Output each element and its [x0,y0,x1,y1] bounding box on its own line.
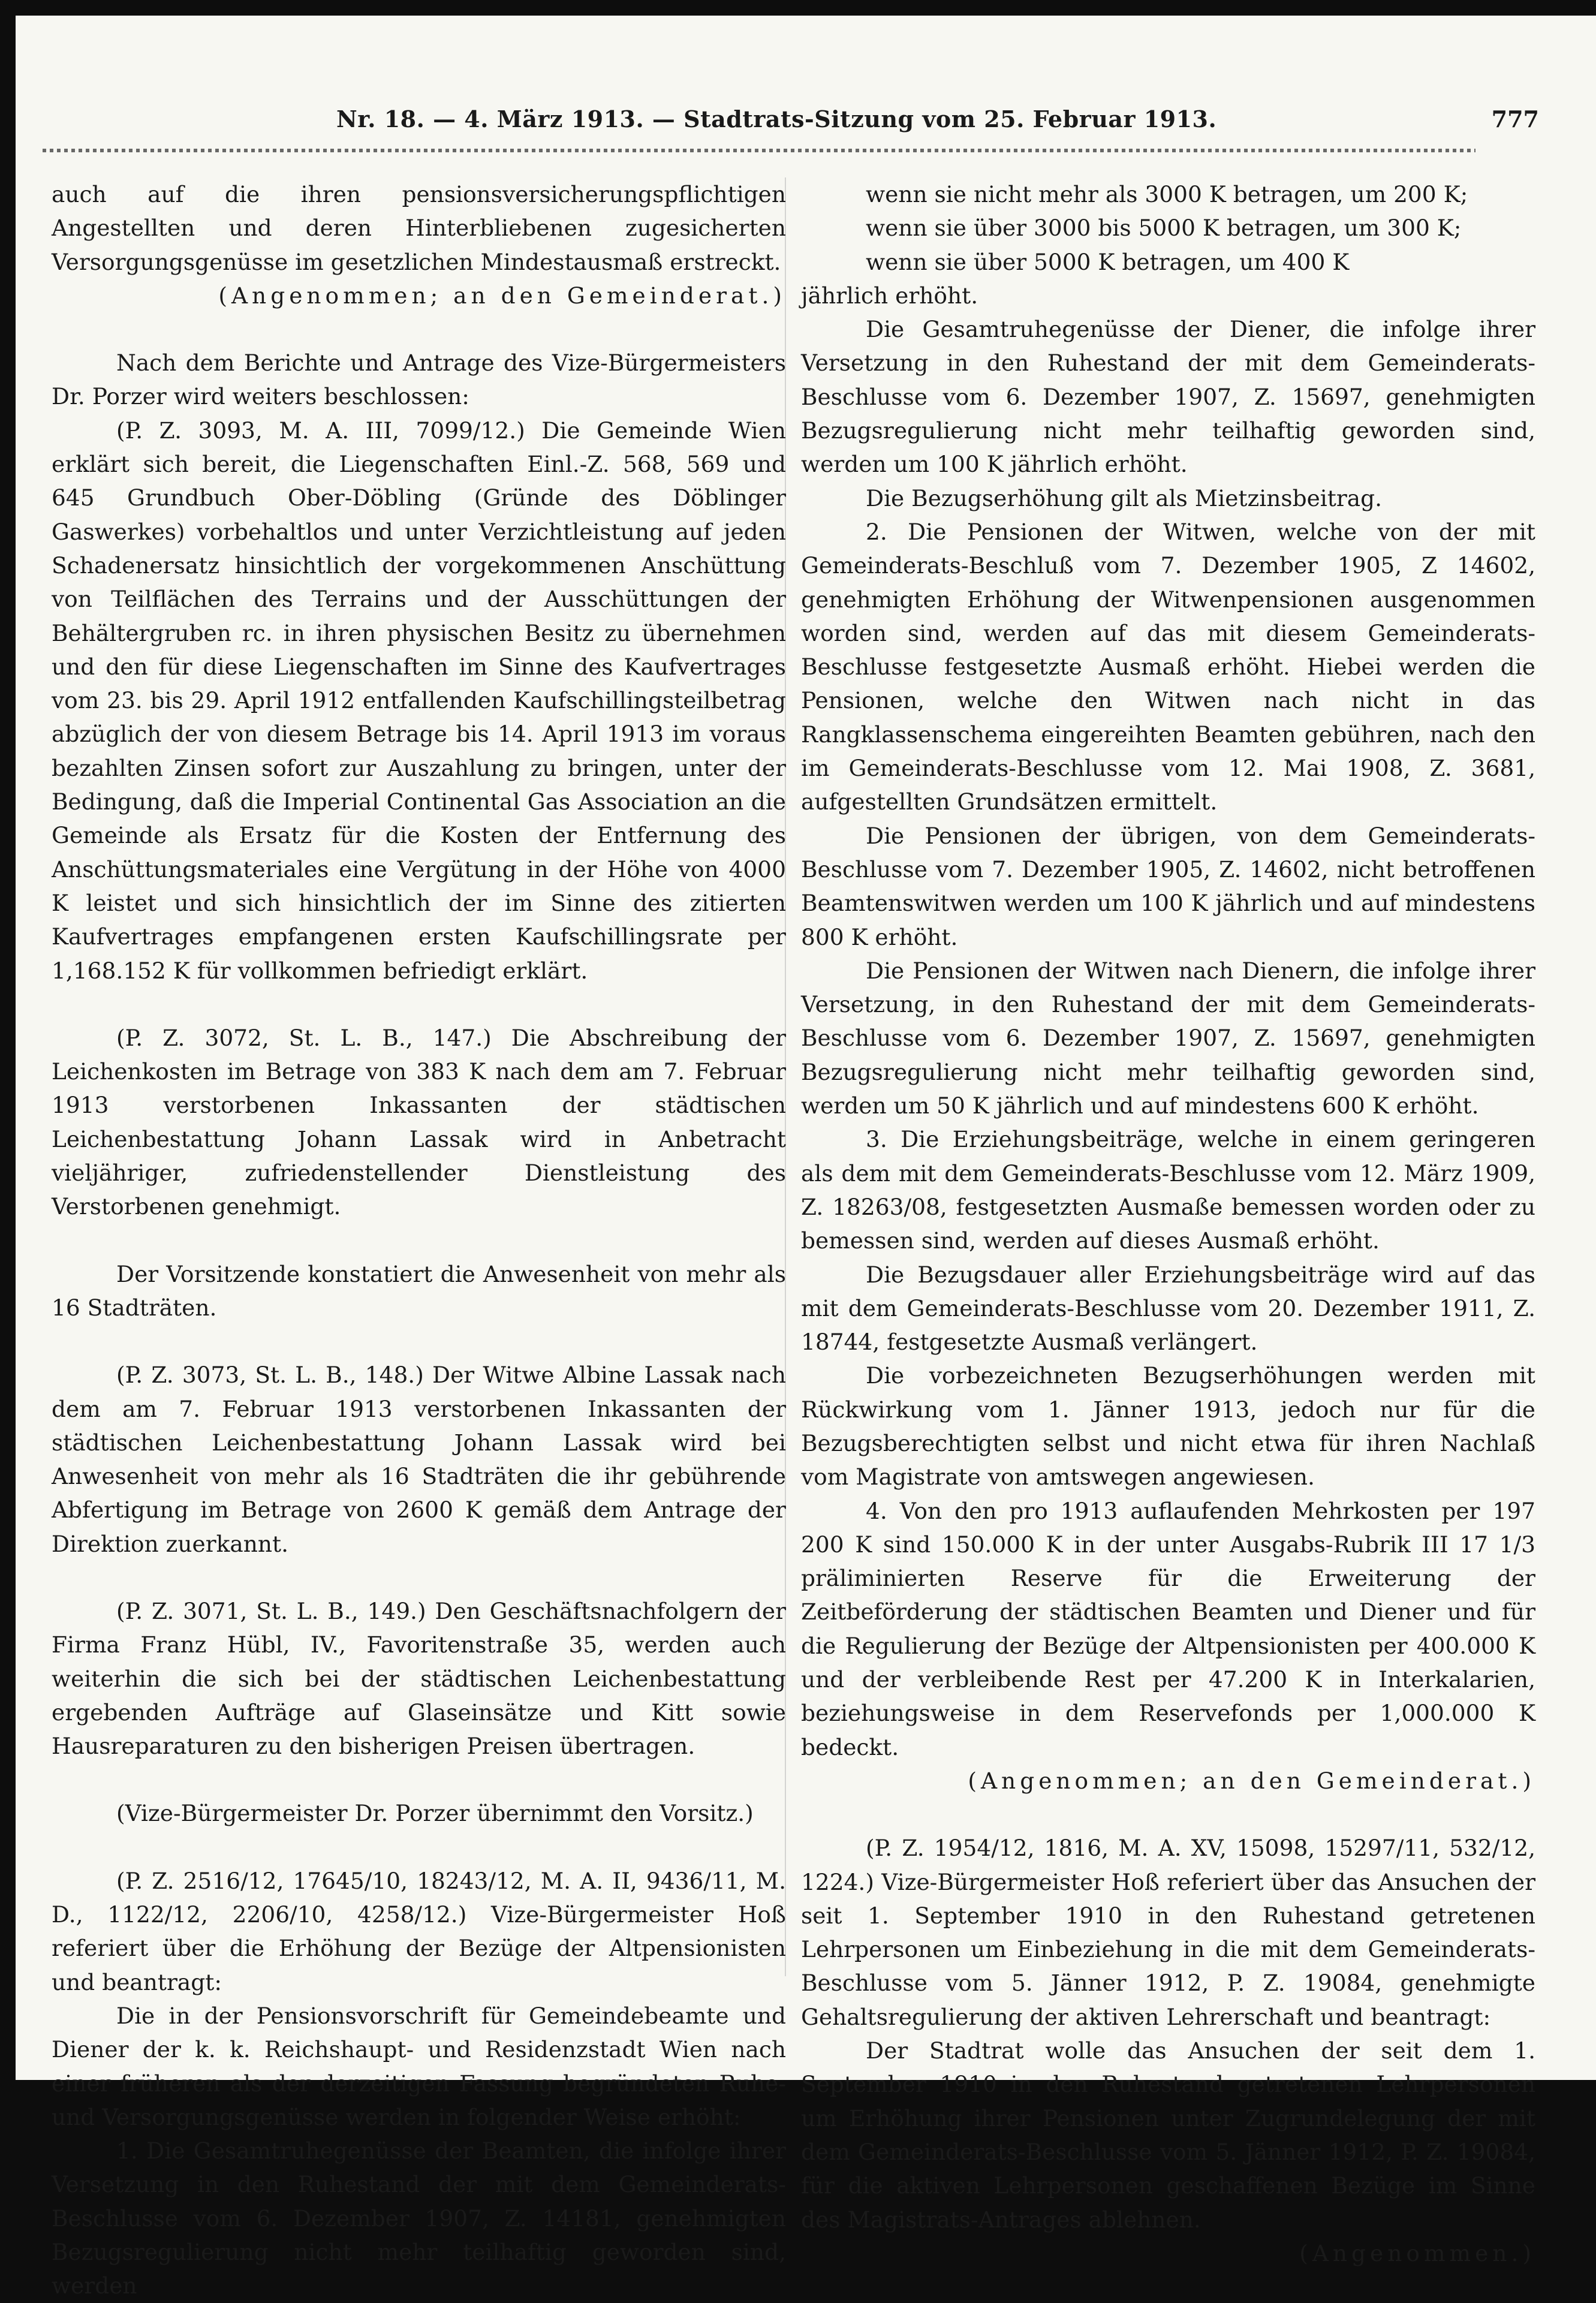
paragraph: 4. Von den pro 1913 auflaufenden Mehrkosten per 197 200 K sind 150.000 K in der unter Ausgabs-Rubrik III 17 1/3 präliminierten Reserve für die Erweiterung der Zeitbeförderung der städtischen Beamten und Diener und für die Regulierung der Bezüge der Altpensionisten per 400.000 K und der verbleibende Rest per 47.200 K in Interkalarien, beziehungsweise in dem Reservefonds per 1,000.000 K bedeckt. [801,1497,1535,1760]
paragraph: Die Pensionen der übrigen, von dem Gemeinderats-Beschlusse vom 7. Dezember 1905, Z. 14602, nicht betroffenen Beamtenswitwen werden um 100 K jährlich und auf mindestens 800 K erhöht. [801,822,1535,950]
paragraph: (P. Z. 3072, St. L. B., 147.) Die Abschreibung der Leichenkosten im Betrage von 383 K nach dem am 7. Februar 1913 verstorbenen Inkassanten der städtischen Leichenbestattung Johann Lassak wird in Anbetracht vieljähriger, zufriedenstellender Dienstleistung des Verstorbenen genehmigt. [52,1024,786,1220]
page [16,16,1596,2299]
paragraph: Die Gesamtruhegenüsse der Diener, die infolge ihrer Versetzung in den Ruhestand der mit dem Gemeinderats-Beschlusse vom 6. Dezember 1907, Z. 15697, genehmigten Bezugsregulierung nicht mehr teilhaftig geworden sind, werden um 100 K jährlich erhöht. [801,316,1535,478]
running-title: Nr. 18. — 4. März 1913. — Stadtrats-Sitzung vom 25. Februar 1913. [336,106,1217,133]
left-column [52,177,786,2303]
paragraph: (P. Z. 3073, St. L. B., 148.) Der Witwe Albine Lassak nach dem am 7. Februar 1913 verstorbenen Inkassanten der städtischen Leichenbestattung Johann Lassak wird bei Anwesenheit von mehr als 16 Stadträten die ihr gebührende Abfertigung im Betrage von 2600 K gemäß dem Antrage der Direktion zuerkannt. [52,1362,786,1557]
paragraph: (P. Z. 3093, M. A. III, 7099/12.) Die Gemeinde Wien erklärt sich bereit, die Liegenschaften Einl.-Z. 568, 569 und 645 Grundbuch Ober-Döbling (Gründe des Döblinger Gaswerkes) vorbehaltlos und unter Verzichtleistung auf jeden Schadenersatz hinsichtlich der vorgekommenen Anschüttung von Teilflächen des Terrains und der Ausschüttungen der Behältergruben rc. in ihren physischen Besitz zu übernehmen und den für diese Liegenschaften im Sinne des Kaufvertrages vom 23. bis 29. April 1912 entfallenden Kaufschillingsteilbetrag abzüglich der von diesem Betrage bis 14. April 1913 im voraus bezahlten Zinsen sofort zur Auszahlung zu bringen, unter der Bedingung, daß die Imperial Continental Gas Association an die Gemeinde als Ersatz für die Kosten der Entfernung des Anschüttungsmateriales eine Vergütung in der Höhe von 4000 K leistet und sich hinsichtlich der im Sinne des zitierten Kaufvertrages empfangenen ersten Kaufschillingsrate per 1,168.152 K für vollkommen befriedigt erklärt. [52,417,786,984]
paragraph: Die vorbezeichneten Bezugserhöhungen werden mit Rückwirkung vom 1. Jänner 1913, jedoch nur für die Bezugsberechtigten selbst und nicht etwa für ihren Nachlaß vom Magistrate von amtswegen angewiesen. [801,1362,1535,1491]
paragraph: (P. Z. 2516/12, 17645/10, 18243/12, M. A. II, 9436/11, M. D., 1122/12, 2206/10, 4258/12.) Vize-Bürgermeister Hoß referiert über die Erhöhung der Bezüge der Altpensionisten und beantragt: [52,1867,786,1995]
header-rule [43,149,1475,152]
paragraph: Die in der Pensionsvorschrift für Gemeindebeamte und Diener der k. k. Reichshaupt- und Residenzstadt Wien nach einer früheren als der derzeitigen Fassung begründeten Ruhe- und Versorgungsgenüsse werden in folgender Weise erhöht: [52,2002,786,2130]
paragraph: jährlich erhöht. [801,282,978,309]
paragraph: 3. Die Erziehungsbeiträge, welche in einem geringeren als dem mit dem Gemeinderats-Beschlusse vom 12. März 1909, Z. 18263/08, festgesetzten Ausmaße bemessen worden oder zu bemessen sind, werden auf dieses Ausmaß erhöht. [801,1126,1535,1254]
paragraph: 1. Die Gesamtruhegenüsse der Beamten, die infolge ihrer Versetzung in den Ruhestand der mit dem Gemeinderats-Beschlusse vom 6. Dezember 1907, Z. 14181, genehmigten Bezugsregulierung nicht mehr teilhaftig geworden sind, werden [52,2138,786,2299]
list-item: wenn sie über 5000 K betragen, um 400 K [866,248,1350,275]
running-header [16,106,1596,147]
paragraph: Die Pensionen der Witwen nach Dienern, die infolge ihrer Versetzung, in den Ruhestand der mit dem Gemeinderats-Beschlusse vom 6. Dezember 1907, Z. 15697, genehmigten Bezugsregulierung nicht mehr teilhaftig geworden sind, werden um 50 K jährlich und auf mindestens 600 K erhöht. [801,957,1535,1119]
paragraph: auch auf die ihren pensionsversicherungspflichtigen Angestellten und deren Hinterbliebenen zugesicherten Versorgungsgenüsse im gesetzlichen Mindestausmaß erstreckt. [52,181,786,275]
resolution-note: (Angenommen; an den Gemeinderat.) [218,282,786,309]
paragraph: Nach dem Berichte und Antrage des Vize-Bürgermeisters Dr. Porzer wird weiters beschlossen: [52,350,786,410]
list-item: wenn sie über 3000 bis 5000 K betragen, um 300 K; [866,215,1462,242]
resolution-note: (Angenommen.) [1299,2239,1535,2266]
paragraph: Die Bezugserhöhung gilt als Mietzinsbeitrag. [866,484,1383,511]
paragraph: (P. Z. 3071, St. L. B., 149.) Den Geschäftsnachfolgern der Firma Franz Hübl, IV., Favoritenstraße 35, werden auch weiterhin die sich bei der städtischen Leichenbestattung ergebenden Aufträge auf Glaseinsätze und Kitt sowie Hausreparaturen zu den bisherigen Preisen übertragen. [52,1597,786,1760]
paragraph: 2. Die Pensionen der Witwen, welche von der mit Gemeinderats-Beschluß vom 7. Dezember 1905, Z 14602, genehmigten Erhöhung der Witwenpensionen ausgenommen worden sind, werden auf das mit diesem Gemeinderats-Beschlusse festgesetzte Ausmaß erhöht. Hiebei werden die Pensionen, welche den Witwen nach nicht in das Rangklassenschema eingereihten Beamten gebühren, nach den im Gemeinderats-Beschlusse vom 12. Mai 1908, Z. 3681, aufgestellten Grundsätzen ermittelt. [801,518,1535,815]
right-column [801,177,1535,2270]
paragraph: Der Vorsitzende konstatiert die Anwesenheit von mehr als 16 Stadträten. [52,1260,786,1321]
paragraph: Der Stadtrat wolle das Ansuchen der seit dem 1. September 1910 in den Ruhestand getretenen Lehrpersonen um Erhöhung ihrer Pensionen unter Zugrundelegung der mit dem Gemeinderats-Beschlusse vom 5. Jänner 1912, P. Z. 19084, für die aktiven Lehrpersonen geschaffenen Bezüge im Sinne des Magistrats-Antrages ablehnen. [801,2037,1535,2233]
resolution-note: (Angenommen; an den Gemeinderat.) [968,1767,1535,1794]
chair-note: (Vize-Bürgermeister Dr. Porzer übernimmt den Vorsitz.) [116,1800,754,1827]
list-item: wenn sie nicht mehr als 3000 K betragen, um 200 K; [866,181,1468,207]
paragraph: (P. Z. 1954/12, 1816, M. A. XV, 15098, 15297/11, 532/12, 1224.) Vize-Bürgermeister Hoß referiert über das Ansuchen der seit 1. September 1910 in den Ruhestand getretenen Lehrpersonen um Einbeziehung in die mit dem Gemeinderats-Beschlusse vom 5. Jänner 1912, P. Z. 19084, genehmigte Gehaltsregulierung der aktiven Lehrerschaft und beantragt: [801,1835,1535,2030]
paragraph: Die Bezugsdauer aller Erziehungsbeiträge wird auf das mit dem Gemeinderats-Beschlusse vom 20. Dezember 1911, Z. 18744, festgesetzte Ausmaß verlängert. [801,1261,1535,1356]
page-number: 777 [1491,106,1539,133]
